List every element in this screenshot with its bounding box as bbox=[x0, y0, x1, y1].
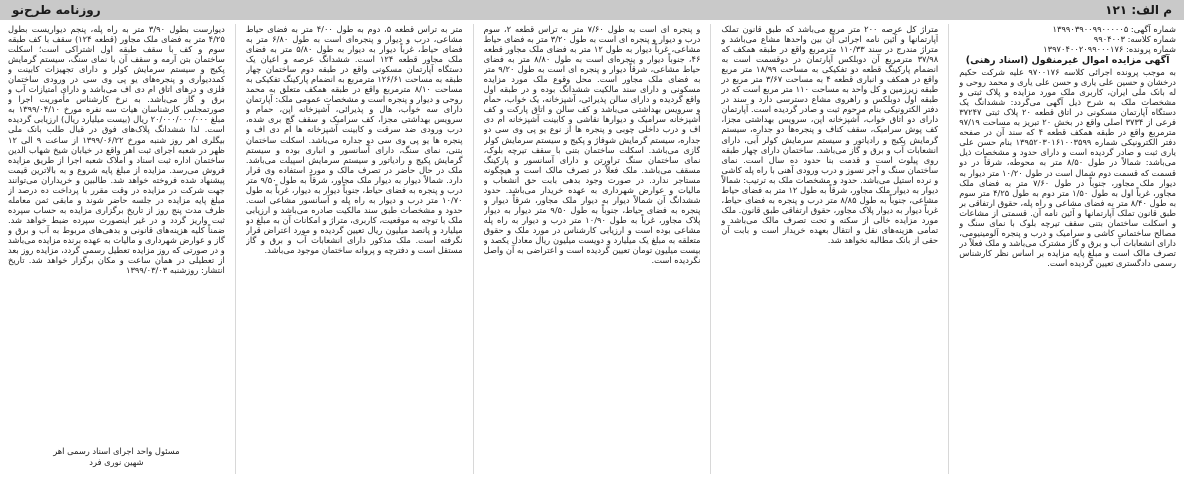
notice-body-column-3: و پنجره ای است به طول ۷/۶۰ متر به تراس قطعه ۲، سوم درب و دیوار و پنجره ای است به طول ۳/۲۰ متر به فضای حیاط مشاعی، غرباً دیوار به طول ۱۲ متر به فضای ملک مجاور قطعه ۴۶، جنوباً دیوار و پنجره‌ای است به طول ۸/۸۰ متر به فضای حیاط مشاعی، شرقاً دیوار و پنجره ای است به طول ۹/۲۰ متر به فضای ملک مجاور است. محل وقوع ملک مورد مزایده مسکونی و دارای سند مالکیت ششدانگ بوده و در طبقه اول واقع گردیده و دارای سالن پذیرائی، آشپزخانه، یک خواب، حمام و سرویس بهداشتی می‌باشد و کف سالن و اتاق پارکت و کف آشپزخانه سرامیک و دیوارها نقاشی و کابینت آشپزخانه ام دی اف و درب داخلی چوبی و پنجره ها از نوع یو پی وی سی دو جداره، سیستم گرمایش شوفاژ و پکیج و سیستم سرمایش کولر گازی می‌باشد. اسکلت ساختمان بتنی با سقف تیرچه بلوک، نمای ساختمان سنگ تراورتن و دارای آسانسور و پارکینگ مسقف می‌باشد. ملک فعلاً در تصرف مالک است و هیچگونه مستاجر ندارد. در صورت وجود بدهی بابت حق انشعاب و مالیات و عوارض شهرداری به عهده خریدار می‌باشد. حدود ششدانگ آن شمالاً دیوار به دیوار ملک مجاور، شرقاً دیوار و پنجره به فضای حیاط، جنوباً به طول ۹/۵۰ متر دیوار به دیوار پلاک مجاور، غرباً به طول ۱۰/۹۰ متر درب و دیوار به راه پله مشاعی بوده است و ارزیابی کارشناس در مورد ملک و حقوق متعلقه به مبلغ یک میلیارد و دویست میلیون ریال معادل یکصد و بیست میلیون تومان تعیین گردیده است و اعتراضی به آن واصل نگردیده است. bbox=[483, 24, 701, 266]
ad-code: م الف: ۱۲۱ bbox=[1105, 3, 1172, 17]
column-divider bbox=[235, 24, 236, 474]
column-divider bbox=[710, 24, 711, 474]
column-divider bbox=[473, 24, 474, 474]
page-header-bar bbox=[0, 0, 1184, 20]
signature-title: مسئول واحد اجرای اسناد رسمی اهر bbox=[53, 446, 180, 456]
column-3 bbox=[484, 24, 701, 474]
signature-name: شهین نوری فرد bbox=[89, 457, 144, 467]
notice-body-column-1: به موجب پرونده اجرائی کلاسه ۹۷۰۰۱۷۶ علیه شرکت حکیم درخشان و حسین علی یاری و حسن علی یاری و محمد روحی و له بانک ملی ایران، کاربری ملک مورد مزایده و پلاک ثبتی و مشخصات ملک به شرح ذیل آگهی می‌گردد: ششدانگ یک دستگاه آپارتمان مسکونی در اتاق قطعه ۲۰ پلاک ثبتی ۳۷۲۴۷ فرعی از ۳۷۳۴ اصلی واقع در بخش ۲۰ تبریز به مساحت ۹۷/۱۹ مترمربع واقع در طبقه همکف قطعه ۴ که سند آن در صفحه دفتر الکترونیکی شماره ۱۳۹۵۲۰۳۰۱۶۱۰۰۳۵۹۹ بنام حسن علی یاری ثبت و صادر گردیده است و دارای حدود و مشخصات ذیل می‌باشد: شمالاً در طول ۸/۵۰ متر به محوطه، شرقاً در دو قسمت که قسمت دوم شمال است در طول ۱۰/۲۰ متر دیوار به دیوار ملک مجاور، جنوباً در طول ۷/۶۰ متر به فضای ملک مجاور، غرباً اول به طول ۱/۵۰ متر دوم به طول ۴/۲۵ متر سوم به طول ۸/۴۰ متر به فضای مشاعی و راه پله، حقوق ارتفاقی بر طبق قانون تملک آپارتمانها و آئین نامه آن. قسمتی از مشاعات و اسکلت ساختمان بتنی سقف تیرچه بلوک با نمای سنگ و مصالح ساختمانی کاشی و سرامیک و درب و پنجره آلومینیومی، دارای انشعابات آب و برق و گاز مشترک می‌باشد و ملک فعلاً در تصرف مالک است و مبلغ پایه مزایده بر اساس نظر کارشناس رسمی دادگستری تعیین گردیده است. bbox=[959, 67, 1176, 268]
newspaper-name: روزنامه طرح‌نو bbox=[12, 3, 101, 17]
column-divider bbox=[948, 24, 949, 474]
notice-title: آگهی مزایده اموال غیرمنقول (اسناد رهنی) bbox=[965, 55, 1170, 66]
notice-body-column-2: متراژ کل عرصه ۲۰۰ متر مربع می‌باشد که طبق قانون تملک آپارتمانها و آئین نامه اجرائی آن بین واحدها مشاع می‌باشد و متراژ مندرج در سند ۱۱۰/۳۳ مترمربع واقع در طبقه همکف که ۳۷/۹۸ مترمربع آن دوبلکس آپارتمان در دوقسمت است به انضمام پارکینگ قطعه دو تفکیکی به مساحت ۱۸/۹۹ متر مربع واقع در همکف و انباری قطعه ۴ به مساحت ۳/۶۷ متر مربع در طبقه زیرزمین و کل واحد به مساحت ۱۱۰ متر مربع است که در طبقه اول دوبلکس و راهروی مشاع دسترسی دارد و سند در دفتر الکترونیکی بنام مرحوم ثبت و صادر گردیده است. آپارتمان دارای دو اتاق خواب، آشپزخانه اپن، سرویس بهداشتی مجزا، کف پوش سرامیک، سقف کناف و پنجره‌ها دو جداره، سیستم گرمایش پکیج و رادیاتور و سیستم سرمایش کولر آبی، دارای انشعابات آب و برق و گاز می‌باشد. ساختمان دارای چهار طبقه روی پیلوت است و قدمت بنا حدود ده سال است. نمای ساختمان سنگ و آجر نسوز و درب ورودی آهنی با راه پله کاشی و نرده استیل می‌باشد. حدود و مشخصات ملک به ترتیب: شمالاً دیوار به دیوار ملک مجاور، شرقاً به طول ۱۲ متر به فضای حیاط مشاعی، جنوباً به طول ۸/۸۵ متر درب و پنجره به فضای حیاط، غرباً دیوار به دیوار پلاک مجاور، حقوق ارتفاقی طبق قانون. ملک مورد مزایده خالی از سکنه و تحت تصرف مالک می‌باشد و تمامی هزینه‌های نقل و انتقال بعهده خریدار است و بابت آن حقی از بانک مطالبه نخواهد شد. bbox=[721, 24, 939, 245]
class-number: شماره کلاسه: ۹۹۰۴۰۰۳ bbox=[1093, 34, 1176, 44]
column-5 bbox=[8, 24, 225, 474]
column-1 bbox=[959, 24, 1176, 474]
column-2 bbox=[721, 24, 938, 474]
column-4 bbox=[246, 24, 463, 474]
notice-columns bbox=[8, 24, 1176, 474]
notice-body-column-5: دیوارست بطول ۳/۹۰ متر به راه پله، پنجم دیواریست بطول ۴/۲۵ متر به فضای ملک مجاور (قطعه ۱۲۴) سقف با کف طبقه سوم و کف با سقف طبقه اول اشتراکی است؛ اسکلت ساختمان بتن آرمه و سقف آن با نمای سنگ، سیستم گرمایش پکیج و سیستم سرمایش کولر و دارای تجهیزات کابینت و کمددیواری و پنجره‌های یو پی وی سی در ورودی ساختمان فلزی و درهای اتاق ام دی اف می‌باشد و دارای امتیازات آب و برق و گاز می‌باشد. به نرخ کارشناس مأموریت اجرا و صورتمجلس کارشناسان هیات سه نفره مورخ ۱۳۹۹/۰۴/۱۰ به مبلغ ۲۰/۰۰۰/۰۰۰/۰۰۰ ریال (بیست میلیارد ریال) ارزیابی گردیده است. لذا ششدانگ پلاک‌های فوق در قبال طلب بانک ملی بیگلری اهر روز شنبه مورخ ۱۳۹۹/۰۶/۲۲ از ساعت ۹ الی ۱۲ ظهر در شعبه اجرای ثبت اهر واقع در خیابان شیخ شهاب الدین ساختمان اداره ثبت اسناد و املاک شعبه اجرا از طریق مزایده فروش می‌رسد. مزایده از مبلغ پایه شروع و به بالاترین قیمت پیشنهاد شده فروخته خواهد شد. طالبین و خریداران می‌توانند جهت شرکت در مزایده در وقت مقرر با پرداخت ده درصد از مبلغ پایه مزایده در جلسه حاضر شوند و مابقی ثمن معامله ظرف مدت پنج روز از تاریخ برگزاری مزایده به حساب سپرده ثبت واریز گردد و در غیر اینصورت سپرده ضبط خواهد شد. ضمناً کلیه هزینه‌های قانونی و بدهی‌های مربوط به آب و برق و گاز و عوارض شهرداری و مالیات به عهده برنده مزایده می‌باشد و در صورتی که روز مزایده تعطیل رسمی گردد، مزایده روز بعد از تعطیلی در همان ساعت و مکان برگزار خواهد شد. تاریخ انتشار: روزشنبه ۱۳۹۹/۰۳/۰۳ bbox=[8, 24, 225, 276]
signature-block bbox=[8, 446, 225, 468]
ad-number: شماره آگهی: ۱۳۹۹۰۳۹۰۰۹۹۰۰۰۰۰۵ bbox=[1052, 24, 1176, 34]
notice-body-column-4: متر به تراس قطعه ۵، دوم به طول ۴/۰۰ متر به فضای حیاط مشاعی، درب و دیوار و پنجره‌ای است به طول ۶/۸۰ متر به فضای حیاط، غرباً دیوار به دیوار به طول ۵/۸۰ متر به فضای ملک مجاور قطعه ۱۲۴ است. ششدانگ عرصه و اعیان یک دستگاه آپارتمان مسکونی واقع در طبقه دوم ساختمان چهار طبقه به مساحت ۱۲۶/۶۱ مترمربع به انضمام پارکینگ تفکیکی به مساحت ۸/۱۰ مترمربع واقع در طبقه همکف متعلق به محمد روحی و دیوار و پنجره است و مشخصات عمومی ملک: آپارتمان دارای سه خواب، هال و پذیرائی، آشپزخانه اپن، حمام و سرویس بهداشتی مجزا، کف سرامیک و سقف گچ بری شده، درب ورودی ضد سرقت و کابینت آشپزخانه ها ام دی اف و پنجره ها یو پی وی سی دو جداره می‌باشد. اسکلت ساختمان بتنی، نمای سنگ، دارای آسانسور و انباری بوده و سیستم گرمایش پکیج و رادیاتور و سیستم سرمایش اسپیلت می‌باشد. ملک در حال حاضر در تصرف مالک و مورد استفاده وی قرار دارد. شمالاً دیوار به دیوار ملک مجاور، شرقاً به طول ۹/۵۰ متر درب و پنجره به فضای حیاط، جنوباً دیوار به دیوار، غرباً به طول ۱۰/۷۰ متر درب و دیوار به راه پله و آسانسور مشاعی است. حدود و مشخصات طبق سند مالکیت صادره می‌باشد و ارزیابی ملک با توجه به موقعیت، کاربری، متراژ و امکانات آن به مبلغ دو میلیارد و پانصد میلیون ریال تعیین گردیده و مورد اعتراض قرار نگرفته است. ملک مذکور دارای انشعابات آب و برق و گاز مستقل است و دفترچه و پروانه ساختمان موجود می‌باشد. bbox=[245, 24, 463, 256]
file-number: شماره پرونده: ۱۳۹۷۰۴۰۰۲۰۹۹۰۰۰۱۷۶ bbox=[1043, 44, 1176, 54]
